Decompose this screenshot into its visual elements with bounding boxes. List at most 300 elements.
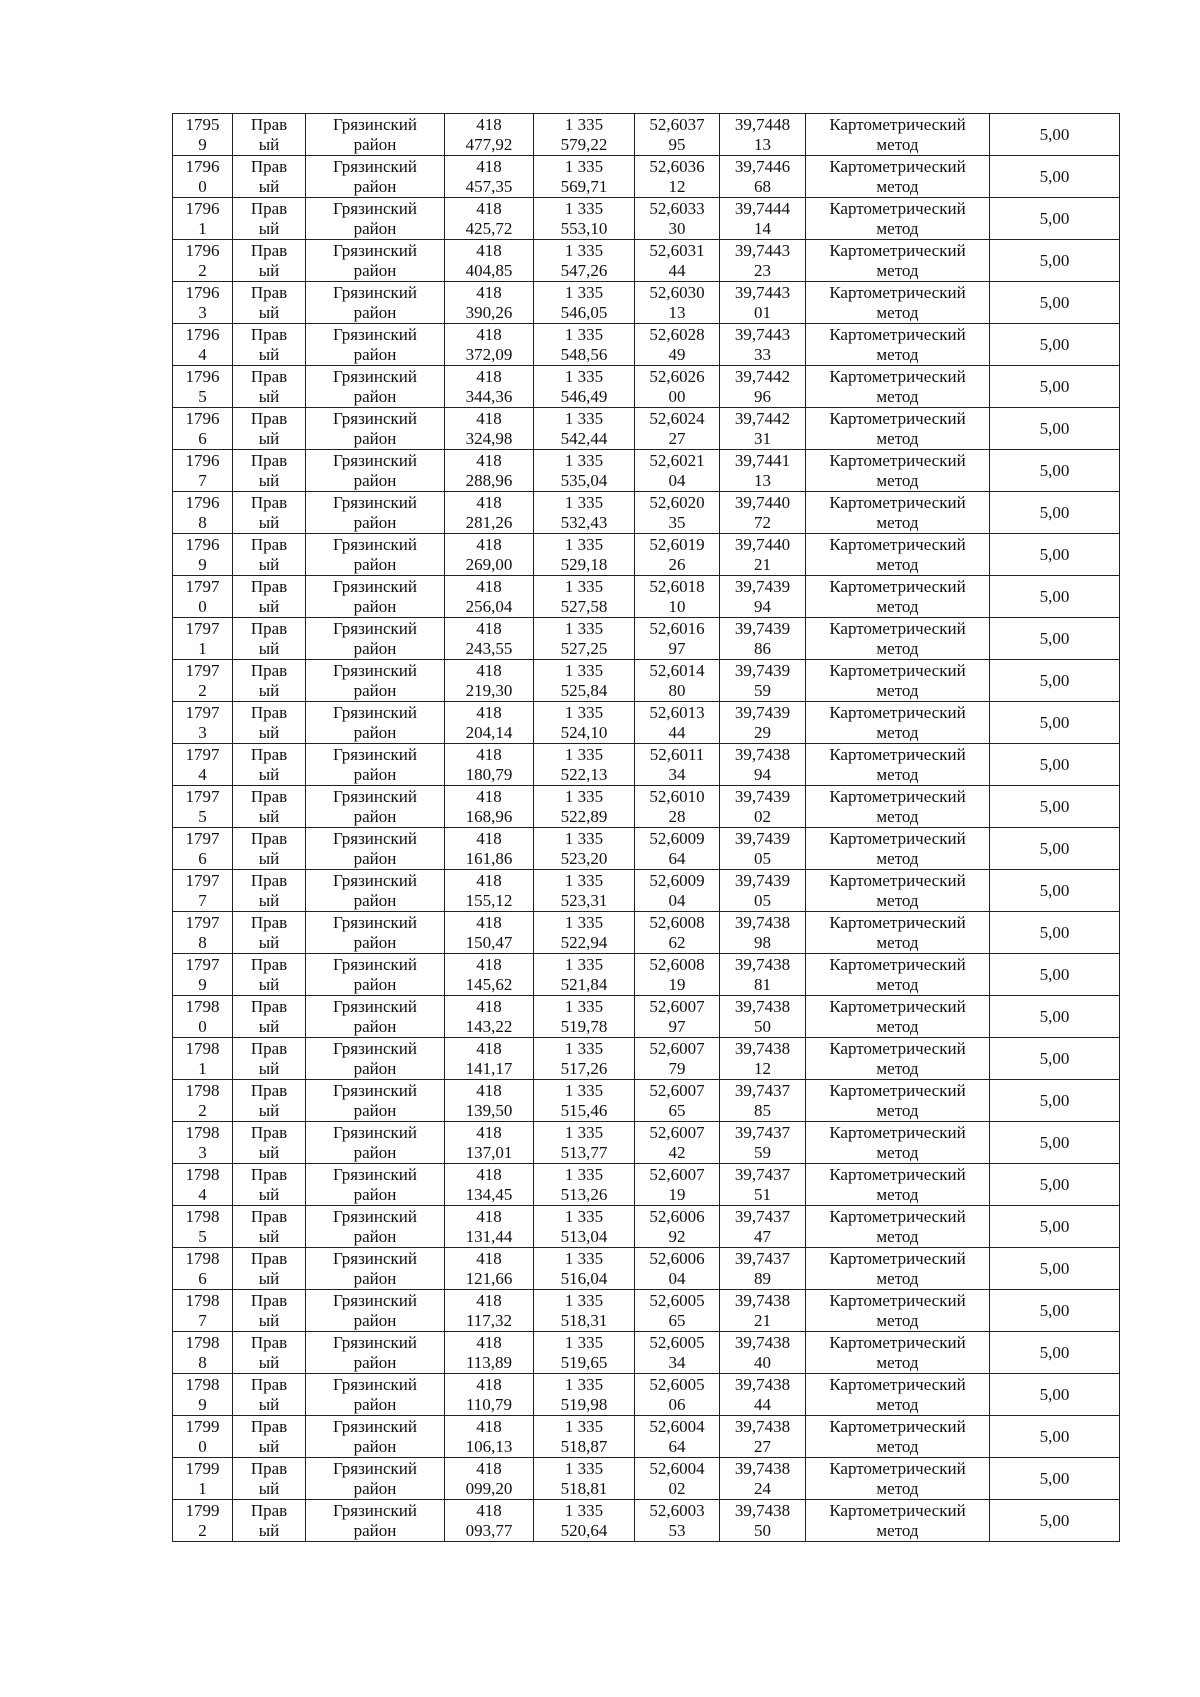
cell-line-1: 52,6016 [649, 618, 705, 638]
cell-line-1: 52,6009 [649, 870, 705, 890]
point-number-cell [173, 1038, 233, 1080]
cell-line-1: 1798 [185, 996, 220, 1016]
table-row [173, 786, 1120, 828]
latitude-cell [635, 492, 720, 534]
latitude-cell [635, 1500, 720, 1542]
cell-line-1: 418 [476, 870, 502, 890]
x-coordinate-cell [445, 450, 534, 492]
cell-line-1: 52,6004 [649, 1458, 705, 1478]
y-coordinate-cell [534, 1206, 635, 1248]
accuracy-cell: 5,00 [990, 114, 1120, 156]
cell-line-2: район [353, 1310, 397, 1330]
point-number-cell [173, 996, 233, 1038]
point-number-cell [173, 492, 233, 534]
cell-line-2: 65 [668, 1310, 686, 1330]
district-cell [306, 576, 445, 618]
bank-side-cell [233, 828, 306, 870]
cell-line-2: 51 [754, 1184, 771, 1204]
accuracy-cell: 5,00 [990, 576, 1120, 618]
cell-line-2: 59 [754, 680, 771, 700]
point-number-cell [173, 618, 233, 660]
longitude-cell [720, 576, 806, 618]
cell-line-2: метод [876, 1100, 919, 1120]
point-number-cell [173, 366, 233, 408]
cell-line-1: 1797 [185, 786, 220, 806]
cell-line-2: ый [258, 932, 280, 952]
x-coordinate-cell [445, 744, 534, 786]
table-row [173, 198, 1120, 240]
longitude-cell [720, 702, 806, 744]
cell-line-1: Грязинский [333, 912, 417, 932]
y-coordinate-cell [534, 912, 635, 954]
accuracy-cell: 5,00 [990, 1290, 1120, 1332]
x-coordinate-cell [445, 282, 534, 324]
x-coordinate-cell [445, 1374, 534, 1416]
cell-line-2: 517,26 [560, 1058, 608, 1078]
cell-line-2: 94 [754, 596, 771, 616]
cell-line-1: 418 [476, 912, 502, 932]
cell-line-2: 523,20 [560, 848, 608, 868]
coordinates-table [172, 113, 1120, 1542]
cell-line-2: 131,44 [465, 1226, 513, 1246]
cell-line-2: ый [258, 1016, 280, 1036]
cell-line-1: 39,7438 [734, 954, 791, 974]
cell-line-1: 39,7439 [734, 576, 791, 596]
cell-line-1: 1 335 [564, 1164, 604, 1184]
cell-line-2: район [353, 974, 397, 994]
y-coordinate-cell [534, 450, 635, 492]
cell-line-2: район [353, 1394, 397, 1414]
y-coordinate-cell [534, 1458, 635, 1500]
cell-line-2: 9 [198, 974, 207, 994]
accuracy-cell: 5,00 [990, 282, 1120, 324]
cell-line-1: Картометрический [829, 1122, 966, 1142]
cell-line-1: 39,7443 [734, 240, 791, 260]
latitude-cell [635, 282, 720, 324]
district-cell [306, 996, 445, 1038]
x-coordinate-cell [445, 492, 534, 534]
cell-line-1: 418 [476, 1080, 502, 1100]
cell-line-1: 39,7438 [734, 1038, 791, 1058]
cell-line-2: 27 [754, 1436, 771, 1456]
cell-line-1: Картометрический [829, 156, 966, 176]
cell-line-1: Грязинский [333, 660, 417, 680]
cell-line-1: 418 [476, 156, 502, 176]
cell-line-2: 535,04 [560, 470, 608, 490]
cell-line-2: 527,25 [560, 638, 608, 658]
cell-line-2: 121,66 [465, 1268, 513, 1288]
cell-line-1: 39,7438 [734, 1374, 791, 1394]
table-row [173, 702, 1120, 744]
point-number-cell [173, 198, 233, 240]
cell-line-2: 23 [754, 260, 771, 280]
cell-line-2: метод [876, 470, 919, 490]
cell-line-2: ый [258, 722, 280, 742]
cell-line-1: Грязинский [333, 1206, 417, 1226]
bank-side-cell [233, 576, 306, 618]
cell-line-1: 418 [476, 1248, 502, 1268]
bank-side-cell [233, 450, 306, 492]
district-cell [306, 954, 445, 996]
cell-line-1: 418 [476, 114, 502, 134]
cell-line-1: 39,7437 [734, 1206, 791, 1226]
accuracy-cell: 5,00 [990, 660, 1120, 702]
district-cell [306, 1500, 445, 1542]
method-cell [806, 954, 990, 996]
method-cell [806, 156, 990, 198]
cell-line-1: 52,6033 [649, 198, 705, 218]
longitude-cell [720, 1332, 806, 1374]
latitude-cell [635, 324, 720, 366]
method-cell [806, 408, 990, 450]
cell-line-2: метод [876, 806, 919, 826]
cell-line-2: 390,26 [465, 302, 513, 322]
cell-line-2: 2 [198, 680, 207, 700]
cell-line-2: район [353, 1016, 397, 1036]
cell-line-2: 522,13 [560, 764, 608, 784]
latitude-cell [635, 1458, 720, 1500]
accuracy-cell: 5,00 [990, 1122, 1120, 1164]
cell-line-1: 52,6010 [649, 786, 705, 806]
cell-line-1: 39,7443 [734, 324, 791, 344]
accuracy-cell: 5,00 [990, 492, 1120, 534]
cell-line-1: 418 [476, 1122, 502, 1142]
cell-line-2: район [353, 932, 397, 952]
cell-line-2: 288,96 [465, 470, 513, 490]
longitude-cell [720, 1164, 806, 1206]
accuracy-cell: 5,00 [990, 1416, 1120, 1458]
cell-line-1: 1 335 [564, 198, 604, 218]
cell-line-1: Прав [250, 1500, 288, 1520]
cell-line-2: район [353, 1478, 397, 1498]
x-coordinate-cell [445, 324, 534, 366]
point-number-cell [173, 702, 233, 744]
cell-line-2: ый [258, 134, 280, 154]
cell-line-1: 418 [476, 660, 502, 680]
cell-line-1: Грязинский [333, 576, 417, 596]
bank-side-cell [233, 1164, 306, 1206]
cell-line-2: 53 [668, 1520, 686, 1540]
method-cell [806, 324, 990, 366]
x-coordinate-cell [445, 156, 534, 198]
cell-line-1: 1 335 [564, 156, 604, 176]
cell-line-2: 134,45 [465, 1184, 513, 1204]
cell-line-1: Картометрический [829, 1290, 966, 1310]
cell-line-1: Картометрический [829, 1416, 966, 1436]
accuracy-cell: 5,00 [990, 996, 1120, 1038]
cell-line-2: район [353, 512, 397, 532]
district-cell [306, 1248, 445, 1290]
bank-side-cell [233, 1374, 306, 1416]
cell-line-2: 243,55 [465, 638, 513, 658]
cell-line-2: 50 [754, 1520, 771, 1540]
cell-line-1: 418 [476, 954, 502, 974]
cell-line-1: Грязинский [333, 1248, 417, 1268]
district-cell [306, 1332, 445, 1374]
cell-line-1: 39,7439 [734, 660, 791, 680]
cell-line-1: 1 335 [564, 576, 604, 596]
cell-line-2: ый [258, 848, 280, 868]
cell-line-1: 52,6005 [649, 1332, 705, 1352]
method-cell [806, 618, 990, 660]
cell-line-1: Прав [250, 744, 288, 764]
accuracy-cell: 5,00 [990, 366, 1120, 408]
method-cell [806, 534, 990, 576]
y-coordinate-cell [534, 870, 635, 912]
cell-line-2: ый [258, 890, 280, 910]
cell-line-2: метод [876, 386, 919, 406]
cell-line-1: 52,6037 [649, 114, 705, 134]
cell-line-2: ый [258, 1058, 280, 1078]
accuracy-cell: 5,00 [990, 1248, 1120, 1290]
cell-line-1: Картометрический [829, 1248, 966, 1268]
cell-line-2: метод [876, 722, 919, 742]
cell-line-2: 0 [198, 176, 207, 196]
cell-line-2: 518,31 [560, 1310, 608, 1330]
x-coordinate-cell [445, 1122, 534, 1164]
cell-line-2: 579,22 [560, 134, 608, 154]
cell-line-2: 281,26 [465, 512, 513, 532]
cell-line-1: Картометрический [829, 744, 966, 764]
cell-line-1: 1798 [185, 1164, 220, 1184]
district-cell [306, 1038, 445, 1080]
cell-line-1: Картометрический [829, 786, 966, 806]
cell-line-1: 39,7439 [734, 870, 791, 890]
cell-line-2: район [353, 1352, 397, 1372]
cell-line-1: 39,7442 [734, 408, 791, 428]
cell-line-2: 425,72 [465, 218, 513, 238]
cell-line-1: Прав [250, 534, 288, 554]
cell-line-1: Картометрический [829, 240, 966, 260]
method-cell [806, 1122, 990, 1164]
cell-line-2: 529,18 [560, 554, 608, 574]
cell-line-2: район [353, 1226, 397, 1246]
cell-line-2: 44 [668, 722, 686, 742]
cell-line-1: Картометрический [829, 660, 966, 680]
cell-line-2: ый [258, 680, 280, 700]
cell-line-2: район [353, 806, 397, 826]
latitude-cell [635, 618, 720, 660]
cell-line-1: 39,7443 [734, 282, 791, 302]
table-row [173, 1500, 1120, 1542]
cell-line-1: Прав [250, 660, 288, 680]
cell-line-2: метод [876, 932, 919, 952]
longitude-cell [720, 1206, 806, 1248]
cell-line-2: 547,26 [560, 260, 608, 280]
cell-line-2: 527,58 [560, 596, 608, 616]
cell-line-1: Прав [250, 366, 288, 386]
bank-side-cell [233, 1458, 306, 1500]
y-coordinate-cell [534, 408, 635, 450]
district-cell [306, 786, 445, 828]
cell-line-2: 33 [754, 344, 771, 364]
y-coordinate-cell [534, 366, 635, 408]
cell-line-1: 52,6005 [649, 1290, 705, 1310]
accuracy-cell: 5,00 [990, 1458, 1120, 1500]
cell-line-2: 44 [754, 1394, 771, 1414]
bank-side-cell [233, 1248, 306, 1290]
cell-line-2: 12 [754, 1058, 771, 1078]
district-cell [306, 366, 445, 408]
cell-line-2: 7 [198, 1310, 207, 1330]
cell-line-2: район [353, 428, 397, 448]
cell-line-1: Картометрический [829, 492, 966, 512]
cell-line-1: 418 [476, 1458, 502, 1478]
cell-line-1: Грязинский [333, 828, 417, 848]
cell-line-2: метод [876, 134, 919, 154]
cell-line-1: 52,6013 [649, 702, 705, 722]
y-coordinate-cell [534, 660, 635, 702]
cell-line-1: Картометрический [829, 366, 966, 386]
cell-line-2: 150,47 [465, 932, 513, 952]
y-coordinate-cell [534, 996, 635, 1038]
latitude-cell [635, 408, 720, 450]
y-coordinate-cell [534, 240, 635, 282]
cell-line-2: метод [876, 680, 919, 700]
table-row [173, 324, 1120, 366]
cell-line-2: 19 [668, 1184, 686, 1204]
cell-line-2: 10 [668, 596, 686, 616]
x-coordinate-cell [445, 786, 534, 828]
cell-line-2: 204,14 [465, 722, 513, 742]
cell-line-2: 02 [668, 1478, 686, 1498]
cell-line-2: 8 [198, 932, 207, 952]
cell-line-1: Грязинский [333, 198, 417, 218]
cell-line-1: 1798 [185, 1374, 220, 1394]
cell-line-1: 52,6006 [649, 1206, 705, 1226]
cell-line-2: метод [876, 596, 919, 616]
table-body [173, 114, 1120, 1542]
method-cell [806, 1458, 990, 1500]
method-cell [806, 1500, 990, 1542]
method-cell [806, 702, 990, 744]
cell-line-2: 9 [198, 554, 207, 574]
cell-line-1: Грязинский [333, 702, 417, 722]
longitude-cell [720, 1080, 806, 1122]
x-coordinate-cell [445, 408, 534, 450]
latitude-cell [635, 240, 720, 282]
cell-line-2: 106,13 [465, 1436, 513, 1456]
cell-line-2: 89 [754, 1268, 771, 1288]
cell-line-2: 97 [668, 638, 686, 658]
x-coordinate-cell [445, 1290, 534, 1332]
accuracy-cell: 5,00 [990, 786, 1120, 828]
x-coordinate-cell [445, 198, 534, 240]
cell-line-1: Картометрический [829, 912, 966, 932]
cell-line-1: 418 [476, 1416, 502, 1436]
bank-side-cell [233, 744, 306, 786]
cell-line-2: 523,31 [560, 890, 608, 910]
cell-line-2: район [353, 1436, 397, 1456]
cell-line-2: метод [876, 1142, 919, 1162]
cell-line-2: 62 [668, 932, 686, 952]
cell-line-1: 1796 [185, 366, 220, 386]
longitude-cell [720, 1248, 806, 1290]
cell-line-2: район [353, 1184, 397, 1204]
cell-line-2: 519,65 [560, 1352, 608, 1372]
cell-line-2: ый [258, 596, 280, 616]
cell-line-1: 1 335 [564, 870, 604, 890]
latitude-cell [635, 1416, 720, 1458]
longitude-cell [720, 198, 806, 240]
cell-line-2: 145,62 [465, 974, 513, 994]
longitude-cell [720, 1122, 806, 1164]
y-coordinate-cell [534, 618, 635, 660]
cell-line-1: 1 335 [564, 492, 604, 512]
cell-line-1: 52,6020 [649, 492, 705, 512]
table-row [173, 912, 1120, 954]
cell-line-2: метод [876, 1520, 919, 1540]
x-coordinate-cell [445, 1458, 534, 1500]
cell-line-1: 52,6005 [649, 1374, 705, 1394]
cell-line-2: 099,20 [465, 1478, 513, 1498]
cell-line-1: 1796 [185, 282, 220, 302]
longitude-cell [720, 534, 806, 576]
cell-line-2: 50 [754, 1016, 771, 1036]
cell-line-2: метод [876, 1352, 919, 1372]
point-number-cell [173, 450, 233, 492]
district-cell [306, 1206, 445, 1248]
cell-line-1: 1 335 [564, 1374, 604, 1394]
cell-line-1: Картометрический [829, 576, 966, 596]
cell-line-1: 1799 [185, 1458, 220, 1478]
bank-side-cell [233, 870, 306, 912]
cell-line-2: 3 [198, 722, 207, 742]
y-coordinate-cell [534, 1416, 635, 1458]
cell-line-1: 1 335 [564, 1500, 604, 1520]
cell-line-2: 110,79 [465, 1394, 513, 1414]
method-cell [806, 198, 990, 240]
cell-line-2: 168,96 [465, 806, 513, 826]
point-number-cell [173, 156, 233, 198]
cell-line-2: 06 [668, 1394, 686, 1414]
cell-line-2: 96 [754, 386, 771, 406]
cell-line-1: Прав [250, 1374, 288, 1394]
x-coordinate-cell [445, 870, 534, 912]
table-row [173, 1080, 1120, 1122]
cell-line-2: 513,26 [560, 1184, 608, 1204]
cell-line-1: Картометрический [829, 1206, 966, 1226]
bank-side-cell [233, 912, 306, 954]
latitude-cell [635, 1206, 720, 1248]
y-coordinate-cell [534, 282, 635, 324]
cell-line-1: Картометрический [829, 870, 966, 890]
cell-line-2: ый [258, 218, 280, 238]
point-number-cell [173, 1500, 233, 1542]
table-row [173, 1374, 1120, 1416]
cell-line-2: 04 [668, 890, 686, 910]
point-number-cell [173, 660, 233, 702]
cell-line-1: 1797 [185, 912, 220, 932]
cell-line-1: Прав [250, 1248, 288, 1268]
cell-line-2: 0 [198, 1436, 207, 1456]
cell-line-1: Прав [250, 1122, 288, 1142]
cell-line-2: 3 [198, 302, 207, 322]
longitude-cell [720, 366, 806, 408]
cell-line-1: 418 [476, 1374, 502, 1394]
cell-line-2: 525,84 [560, 680, 608, 700]
cell-line-2: ый [258, 974, 280, 994]
cell-line-2: 513,77 [560, 1142, 608, 1162]
y-coordinate-cell [534, 156, 635, 198]
district-cell [306, 408, 445, 450]
point-number-cell [173, 786, 233, 828]
cell-line-2: метод [876, 554, 919, 574]
cell-line-1: 1796 [185, 324, 220, 344]
cell-line-1: 418 [476, 1500, 502, 1520]
longitude-cell [720, 618, 806, 660]
cell-line-1: Грязинский [333, 1038, 417, 1058]
